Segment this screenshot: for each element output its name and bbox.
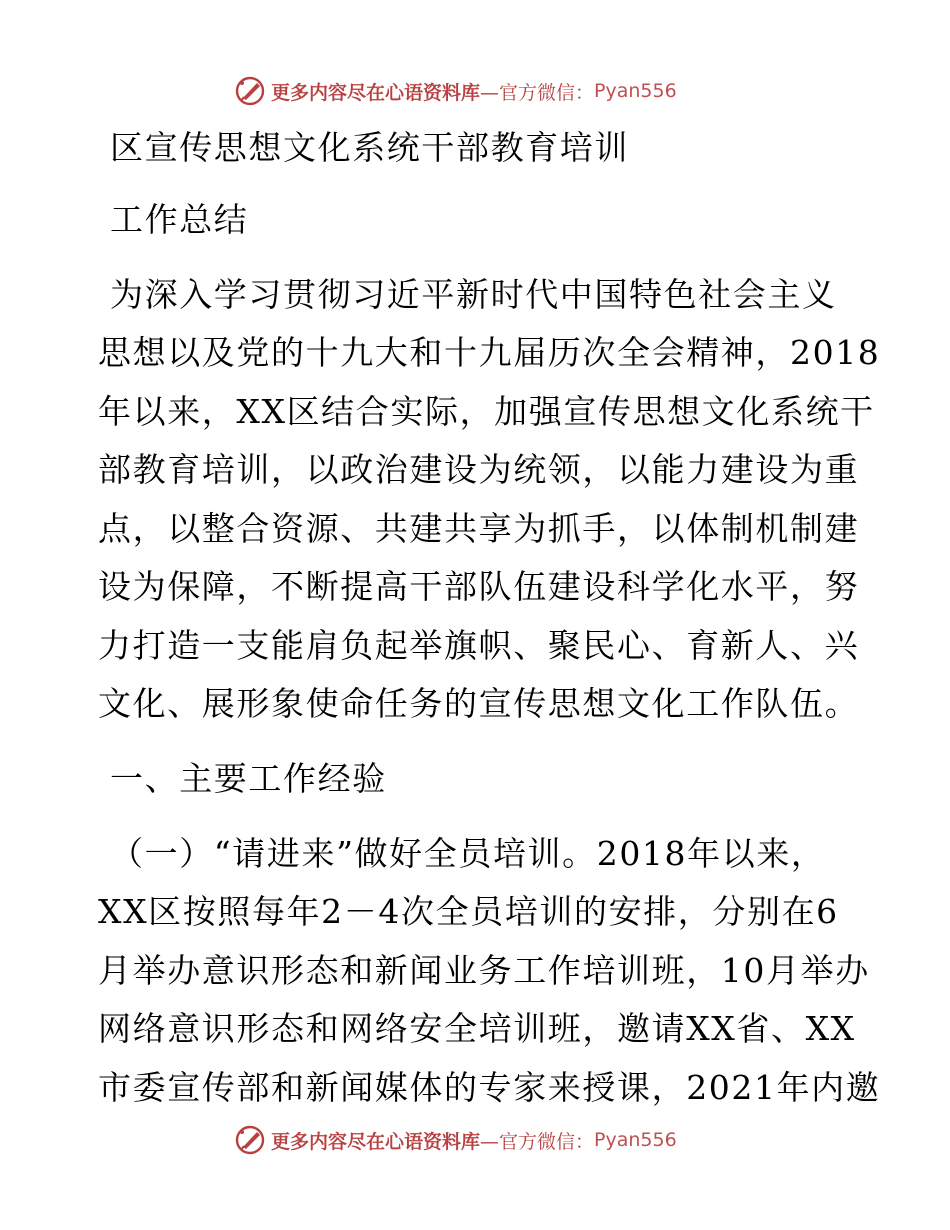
section-line: 网络意识形态和网络安全培训班，邀请XX省、XX — [98, 1009, 856, 1048]
watermark-text: 更多内容尽在心语资料库 — [271, 81, 481, 104]
body-line: 为深入学习贯彻习近平新时代中国特色社会主义 — [110, 275, 837, 314]
section-heading: 一、主要工作经验 — [110, 759, 387, 798]
document-title-line-1: 区宣传思想文化系统干部教育培训 — [110, 128, 629, 167]
body-line: 力打造一支能肩负起举旗帜、聚民心、育新人、兴 — [98, 626, 860, 665]
watermark-text: 更多内容尽在心语资料库 — [271, 1130, 481, 1153]
watermark-separator: —官方微信： — [480, 81, 595, 104]
section-line: 市委宣传部和新闻媒体的专家来授课，2021年内邀 — [98, 1068, 881, 1107]
watermark-separator: —官方微信： — [480, 1130, 595, 1153]
watermark-footer — [233, 1122, 677, 1158]
watermark-account: Pyan556 — [594, 1129, 677, 1151]
body-line: 文化、展形象使命任务的宣传思想文化工作队伍。 — [98, 684, 860, 723]
quill-logo-icon — [233, 74, 267, 108]
watermark-account: Pyan556 — [594, 80, 677, 102]
body-line: 设为保障，不断提高干部队伍建设科学化水平，努 — [98, 567, 860, 606]
body-line: 年以来，XX区结合实际，加强宣传思想文化系统干 — [98, 392, 875, 431]
body-line: 思想以及党的十九大和十九届历次全会精神，2018 — [98, 333, 881, 372]
section-line: XX区按照每年2－4次全员培训的安排，分别在6 — [98, 892, 839, 931]
watermark-header — [233, 73, 677, 109]
quill-logo-icon — [233, 1123, 267, 1157]
body-line: 点，以整合资源、共建共享为抓手，以体制机制建 — [98, 509, 860, 548]
section-line: （一）“请进来”做好全员培训。2018年以来， — [110, 834, 826, 873]
section-line: 月举办意识形态和新闻业务工作培训班，10月举办 — [98, 951, 870, 990]
document-title-line-2: 工作总结 — [110, 200, 249, 239]
body-line: 部教育培训，以政治建设为统领，以能力建设为重 — [98, 450, 860, 489]
